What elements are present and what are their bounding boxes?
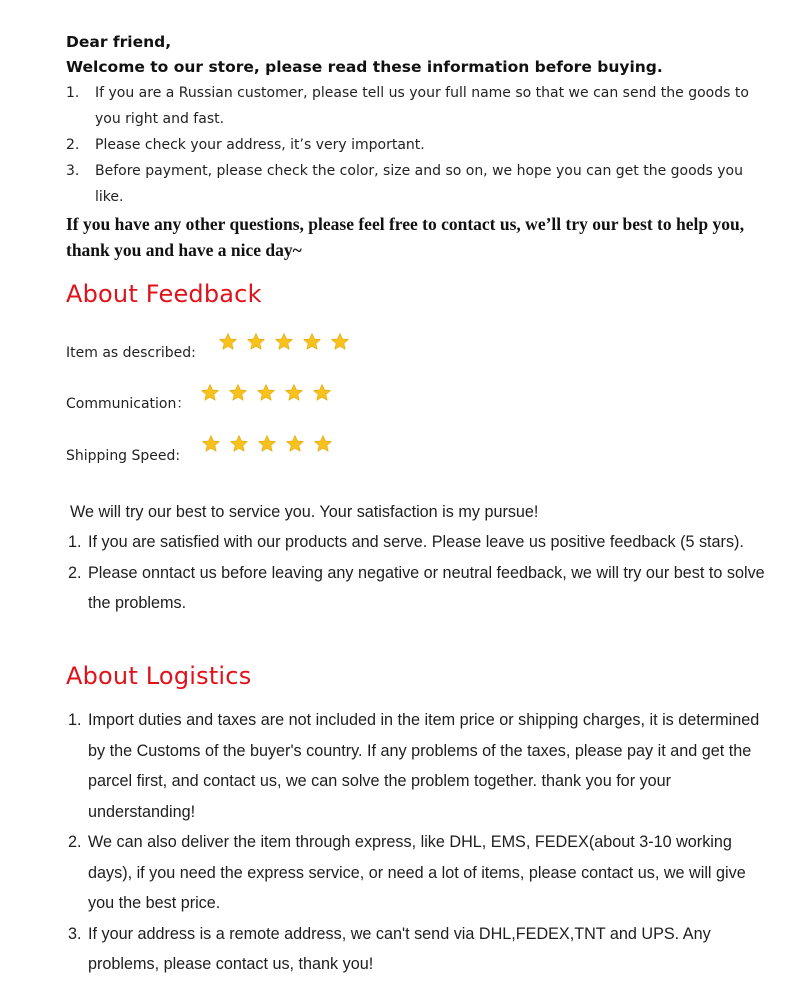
- star-icon: [257, 434, 277, 454]
- star-icon: [312, 383, 332, 403]
- list-item-text: Please onntact us before leaving any negative or neutral feedback, we will try our best to solve the problems.: [88, 563, 765, 612]
- list-item: [66, 80, 766, 132]
- buyer-instructions-list: [66, 80, 766, 210]
- rating-row-item-as-described: [66, 338, 566, 368]
- rating-label: Shipping Speed:: [66, 448, 181, 464]
- list-item: [66, 558, 766, 619]
- list-item-text: If your address is a remote address, we can't send via DHL,FEDEX,TNT and UPS. Any problems, please contact us, thank you!: [88, 924, 711, 973]
- list-item-number: 2.: [66, 137, 80, 153]
- rating-row-communication: [66, 389, 566, 419]
- star-icon: [246, 332, 266, 352]
- greeting-section: [66, 30, 766, 263]
- star-rating: [201, 434, 333, 454]
- list-item: [66, 705, 766, 827]
- list-item-number: 1.: [68, 533, 82, 551]
- list-item-number: 3.: [66, 163, 80, 179]
- welcome-heading: Welcome to our store, please read these information before buying.: [66, 58, 663, 76]
- salutation-text: Dear friend,: [66, 33, 172, 51]
- list-item-number: 2.: [68, 833, 82, 851]
- list-item: [66, 132, 766, 158]
- logistics-policy-list: [66, 705, 766, 980]
- satisfaction-statement: We will try our best to service you. Your satisfaction is my pursue!: [70, 503, 539, 521]
- list-item-number: 2.: [68, 563, 82, 582]
- logistics-section-title: About Logistics: [66, 662, 252, 690]
- star-icon: [274, 332, 294, 352]
- list-item: [66, 527, 766, 558]
- list-item-text: Import duties and taxes are not included in the item price or shipping charges, it is determined by the Customs of the buyer's country. If any problems of the taxes, please pay it and get the parcel first, and contact us, we can solve the problem together. thank you for your understanding!: [88, 711, 760, 821]
- list-item-text: If you are satisfied with our products and serve. Please leave us positive feedback (5 stars).: [88, 533, 744, 551]
- rating-label: Communication：: [66, 396, 191, 412]
- list-item: [66, 158, 766, 210]
- star-icon: [218, 332, 238, 352]
- list-item-number: 3.: [68, 924, 82, 943]
- rating-row-shipping-speed: [66, 441, 566, 471]
- star-icon: [330, 332, 350, 352]
- list-item-text: Please check your address, it’s very important.: [95, 137, 425, 153]
- list-item-text: We can also deliver the item through express, like DHL, EMS, FEDEX(about 3-10 working days), if you need the express service, or need a lot of items, please contact us, we will give you the best price.: [88, 833, 746, 912]
- list-item-number: 1.: [68, 711, 82, 729]
- star-icon: [285, 434, 305, 454]
- list-item: [66, 919, 766, 980]
- rating-label: Item as described:: [66, 345, 196, 361]
- star-icon: [302, 332, 322, 352]
- star-icon: [228, 383, 248, 403]
- feedback-policy: [66, 497, 766, 619]
- list-item-text: Before payment, please check the color, size and so on, we hope you can get the goods you like.: [95, 163, 743, 205]
- star-icon: [200, 383, 220, 403]
- logistics-policy: [66, 705, 766, 980]
- closing-message: If you have any other questions, please feel free to contact us, we’ll try our best to help you, thank you and have a nice day~: [66, 214, 745, 260]
- feedback-section-title: About Feedback: [66, 280, 262, 308]
- list-item-text: If you are a Russian customer, please tell us your full name so that we can send the goods to you right and fast.: [95, 85, 749, 127]
- list-item: [66, 827, 766, 919]
- star-icon: [201, 434, 221, 454]
- star-rating: [218, 332, 350, 352]
- star-icon: [284, 383, 304, 403]
- feedback-policy-list: [66, 527, 766, 619]
- star-icon: [229, 434, 249, 454]
- list-item-number: 1.: [66, 85, 80, 101]
- star-icon: [256, 383, 276, 403]
- star-icon: [313, 434, 333, 454]
- star-rating: [200, 383, 332, 403]
